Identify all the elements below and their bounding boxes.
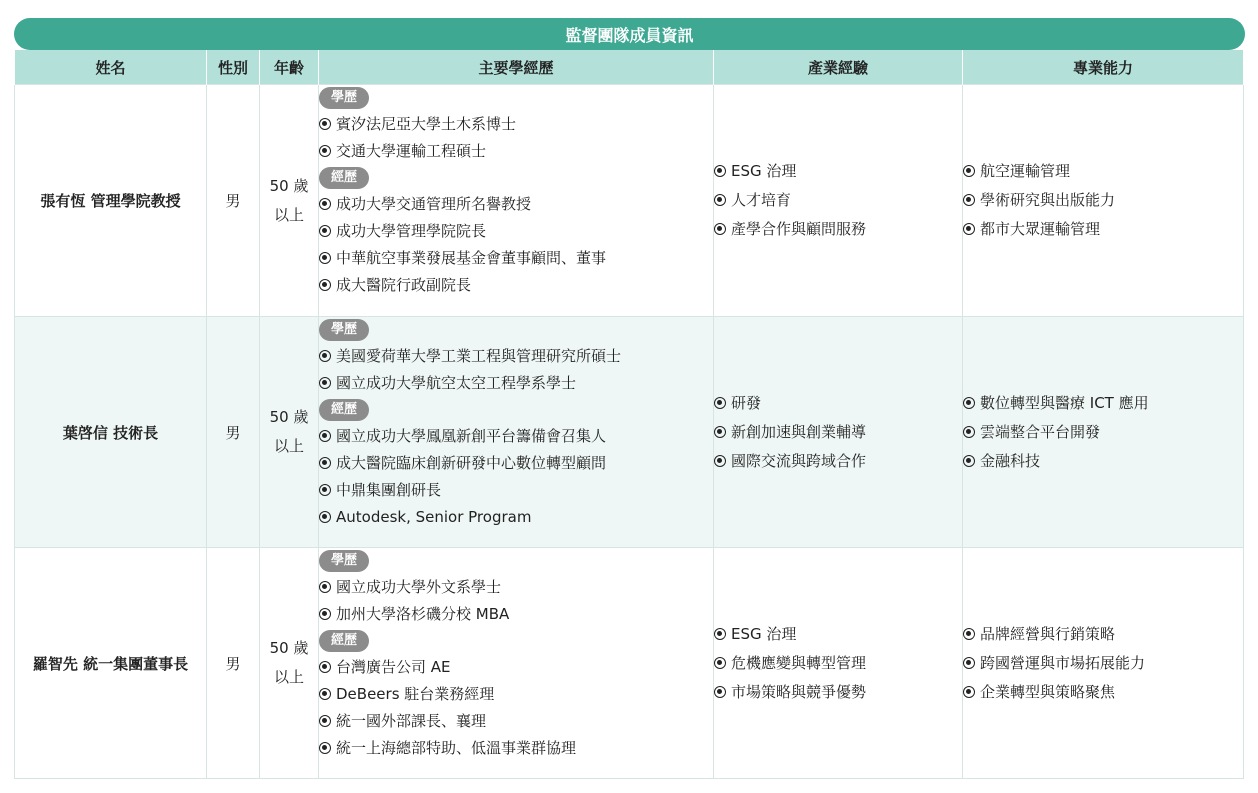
skill-item-text: 數位轉型與醫療 ICT 應用	[980, 393, 1149, 412]
education-item-text: 交通大學運輸工程碩士	[336, 142, 487, 160]
experience-item	[319, 735, 713, 762]
industry-item	[714, 678, 962, 707]
experience-item-text: 成大醫院行政副院長	[336, 276, 472, 294]
education-item	[319, 138, 713, 165]
bullet-icon	[714, 455, 726, 467]
experience-item-text: 台灣廣告公司 AE	[336, 658, 451, 676]
bullet-icon	[319, 457, 331, 469]
bullet-icon	[963, 455, 975, 467]
experience-item	[319, 477, 713, 504]
experience-item-text: 成大醫院臨床創新研發中心數位轉型顧問	[336, 454, 607, 472]
bullet-icon	[319, 742, 331, 754]
experience-item	[319, 681, 713, 708]
bullet-icon	[714, 686, 726, 698]
experience-item	[319, 654, 713, 681]
education-item	[319, 370, 713, 397]
experience-item	[319, 245, 713, 272]
bullet-icon	[319, 581, 331, 593]
header-name: 姓名	[15, 50, 207, 85]
experience-item	[319, 218, 713, 245]
age-line-2: 以上	[273, 437, 304, 455]
bullet-icon	[319, 377, 331, 389]
bullet-icon	[319, 484, 331, 496]
bullet-icon	[714, 657, 726, 669]
education-item-text: 賓汐法尼亞大學土木系博士	[336, 115, 517, 133]
industry-item-text: 新創加速與創業輔導	[731, 422, 867, 441]
bullet-icon	[714, 628, 726, 640]
experience-item	[319, 423, 713, 450]
experience-item-text: 中鼎集團創研長	[336, 481, 442, 499]
industry-item-text: 產學合作與顧問服務	[731, 220, 867, 238]
education-item-text: 加州大學洛杉磯分校 MBA	[336, 605, 510, 623]
bullet-icon	[319, 252, 331, 264]
skill-item-text: 都市大眾運輸管理	[980, 220, 1101, 238]
bullet-icon	[963, 194, 975, 206]
bullet-icon	[714, 426, 726, 438]
member-background	[319, 548, 714, 779]
education-item	[319, 601, 713, 628]
bullet-icon	[319, 661, 331, 673]
experience-item	[319, 504, 713, 531]
skill-item	[963, 620, 1243, 649]
member-industry	[714, 548, 963, 779]
education-item	[319, 574, 713, 601]
member-age	[260, 85, 319, 317]
bullet-icon	[319, 145, 331, 157]
age-line-2: 以上	[273, 668, 304, 686]
member-row	[15, 85, 1244, 317]
industry-item	[714, 157, 962, 186]
education-item	[319, 343, 713, 370]
header-industry: 產業經驗	[714, 50, 963, 85]
industry-item-text: 市場策略與競爭優勢	[731, 682, 867, 701]
experience-item-text: 成功大學交通管理所名譽教授	[336, 195, 532, 213]
skill-item-text: 品牌經營與行銷策略	[980, 624, 1116, 643]
experience-item-text: DeBeers 駐台業務經理	[336, 685, 495, 703]
experience-badge: 經歷	[319, 399, 369, 421]
experience-badge: 經歷	[319, 167, 369, 189]
skill-item-text: 航空運輸管理	[980, 162, 1071, 180]
member-row	[15, 317, 1244, 548]
education-item-text: 國立成功大學外文系學士	[336, 578, 502, 596]
bullet-icon	[319, 350, 331, 362]
member-gender: 男	[207, 85, 260, 317]
member-name: 張有恆 管理學院教授	[15, 85, 207, 317]
bullet-icon	[319, 279, 331, 291]
industry-item-text: 國際交流與跨域合作	[731, 451, 867, 470]
education-item-text: 美國愛荷華大學工業工程與管理研究所碩士	[336, 347, 622, 365]
age-line-1: 50 歲	[269, 176, 309, 195]
industry-item-text: ESG 治理	[731, 624, 797, 643]
industry-item-text: 研發	[731, 393, 762, 412]
supervisory-team-table	[14, 50, 1244, 779]
bullet-icon	[963, 686, 975, 698]
education-badge: 學歷	[319, 87, 369, 109]
industry-item	[714, 389, 962, 418]
bullet-icon	[319, 511, 331, 523]
header-age: 年齡	[260, 50, 319, 85]
skill-item	[963, 418, 1243, 447]
bullet-icon	[963, 628, 975, 640]
experience-item	[319, 708, 713, 735]
bullet-icon	[319, 430, 331, 442]
experience-item-text: 國立成功大學鳳凰新創平台籌備會召集人	[336, 427, 607, 445]
member-industry	[714, 317, 963, 548]
experience-item-text: 成功大學管理學院院長	[336, 222, 487, 240]
member-background	[319, 85, 714, 317]
bullet-icon	[714, 165, 726, 177]
member-name: 羅智先 統一集團董事長	[15, 548, 207, 779]
education-badge: 學歷	[319, 319, 369, 341]
member-gender: 男	[207, 317, 260, 548]
experience-badge: 經歷	[319, 630, 369, 652]
header-background: 主要學經歷	[319, 50, 714, 85]
member-name: 葉啓信 技術長	[15, 317, 207, 548]
bullet-icon	[963, 223, 975, 235]
experience-item-text: 統一國外部課長、襄理	[336, 712, 487, 730]
bullet-icon	[319, 118, 331, 130]
experience-item	[319, 272, 713, 299]
skill-item-text: 學術研究與出版能力	[980, 191, 1116, 209]
bullet-icon	[319, 225, 331, 237]
member-skills	[963, 85, 1244, 317]
age-line-1: 50 歲	[269, 639, 309, 657]
member-background	[319, 317, 714, 548]
experience-item	[319, 450, 713, 477]
bullet-icon	[714, 397, 726, 409]
member-skills	[963, 548, 1244, 779]
industry-item	[714, 215, 962, 244]
skill-item-text: 金融科技	[980, 451, 1041, 470]
bullet-icon	[714, 223, 726, 235]
skill-item-text: 跨國營運與市場拓展能力	[980, 653, 1146, 672]
member-age	[260, 317, 319, 548]
skill-item	[963, 678, 1243, 707]
member-industry	[714, 85, 963, 317]
skill-item	[963, 447, 1243, 476]
bullet-icon	[963, 657, 975, 669]
bullet-icon	[714, 194, 726, 206]
header-gender: 性別	[207, 50, 260, 85]
skill-item	[963, 186, 1243, 215]
skill-item	[963, 157, 1243, 186]
bullet-icon	[319, 688, 331, 700]
education-item	[319, 111, 713, 138]
bullet-icon	[963, 397, 975, 409]
member-age	[260, 548, 319, 779]
industry-item-text: ESG 治理	[731, 162, 797, 180]
industry-item	[714, 186, 962, 215]
table-title: 監督團隊成員資訊	[14, 18, 1245, 50]
industry-item	[714, 620, 962, 649]
industry-item	[714, 447, 962, 476]
member-gender: 男	[207, 548, 260, 779]
education-badge: 學歷	[319, 550, 369, 572]
industry-item-text: 人才培育	[731, 191, 792, 209]
skill-item	[963, 649, 1243, 678]
bullet-icon	[963, 426, 975, 438]
bullet-icon	[963, 165, 975, 177]
experience-item-text: 中華航空事業發展基金會董事顧問、董事	[336, 249, 607, 267]
industry-item-text: 危機應變與轉型管理	[731, 653, 867, 672]
skill-item-text: 企業轉型與策略聚焦	[980, 682, 1116, 701]
member-row	[15, 548, 1244, 779]
industry-item	[714, 418, 962, 447]
experience-item-text: 統一上海總部特助、低溫事業群協理	[336, 739, 577, 757]
skill-item-text: 雲端整合平台開發	[980, 422, 1101, 441]
skill-item	[963, 215, 1243, 244]
experience-item	[319, 191, 713, 218]
skill-item	[963, 389, 1243, 418]
experience-item-text: Autodesk, Senior Program	[336, 508, 532, 526]
member-skills	[963, 317, 1244, 548]
age-line-2: 以上	[273, 205, 304, 224]
industry-item	[714, 649, 962, 678]
bullet-icon	[319, 608, 331, 620]
header-skills: 專業能力	[963, 50, 1244, 85]
bullet-icon	[319, 715, 331, 727]
header-row	[15, 50, 1244, 85]
bullet-icon	[319, 198, 331, 210]
education-item-text: 國立成功大學航空太空工程學系學士	[336, 374, 577, 392]
age-line-1: 50 歲	[269, 408, 309, 426]
